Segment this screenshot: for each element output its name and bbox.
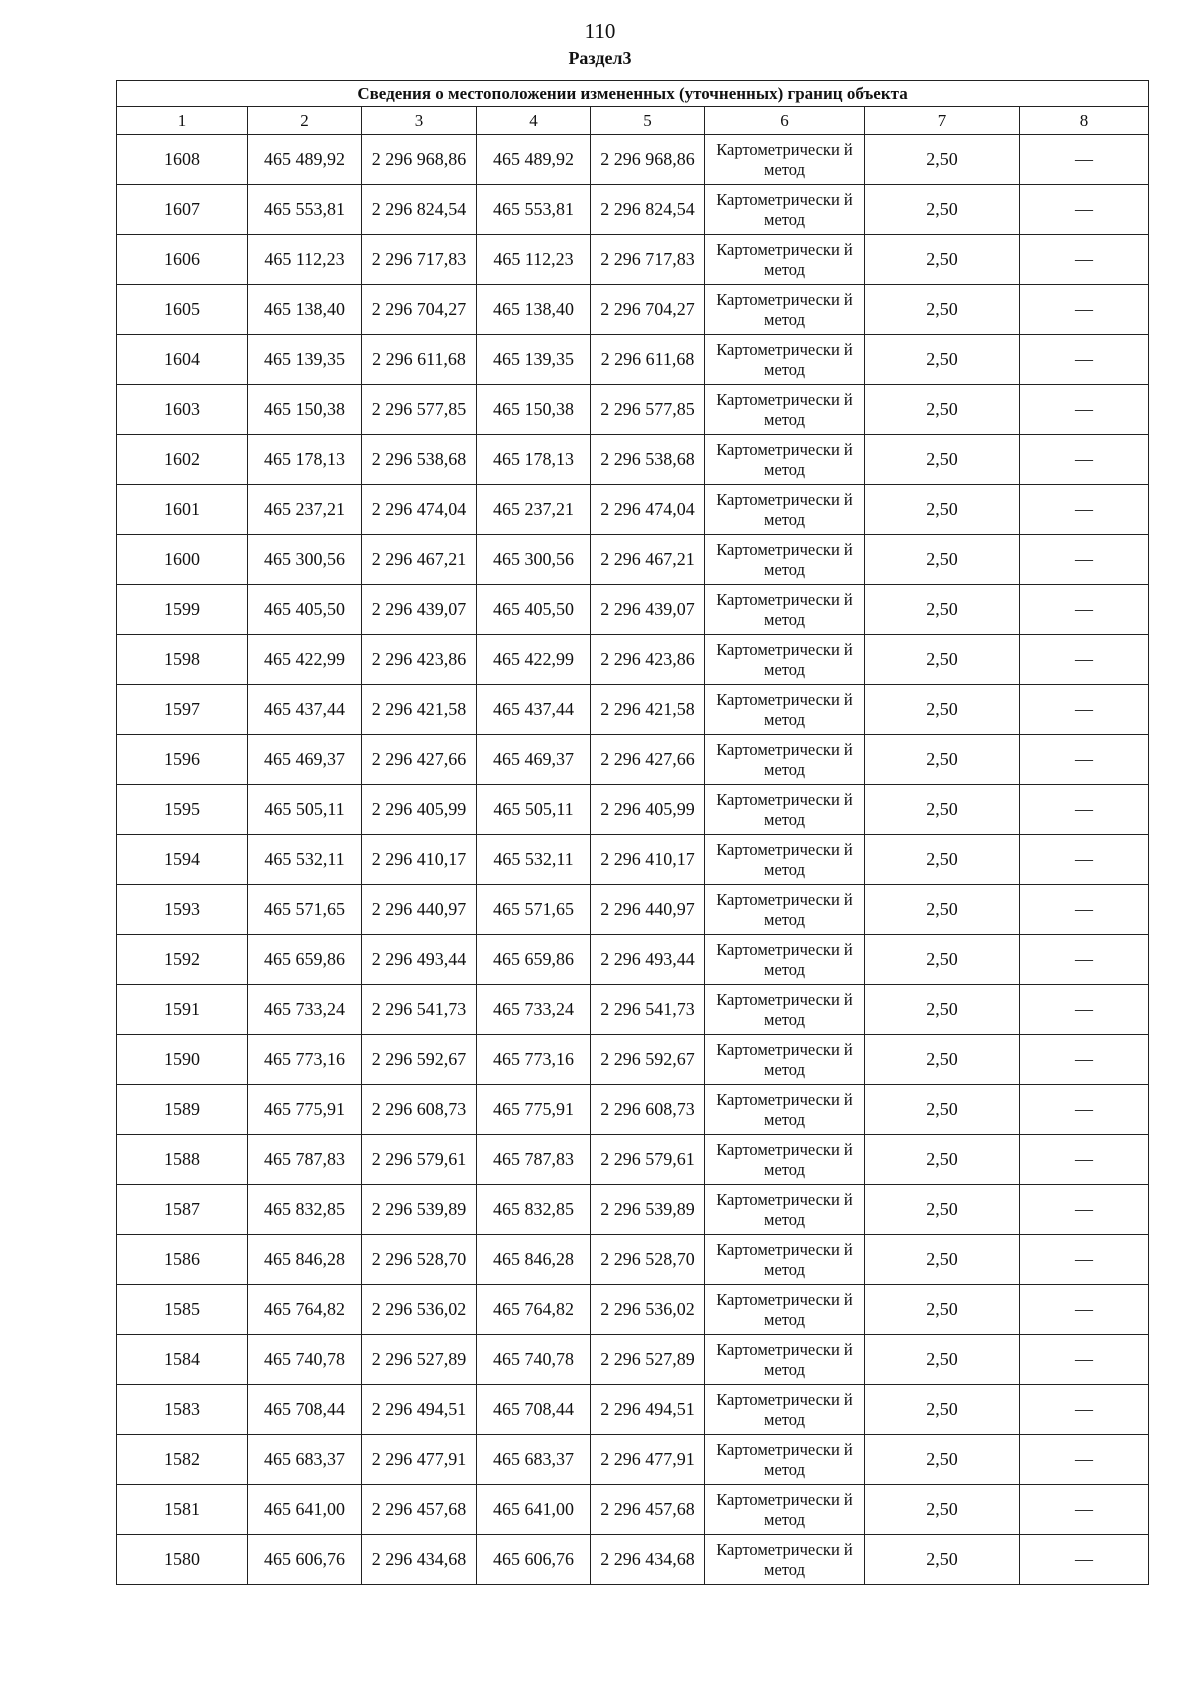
x-coordinate-cell: 465 237,21 bbox=[248, 485, 362, 535]
point-number-cell: 1597 bbox=[117, 685, 248, 735]
method-cell: Картометрически й метод bbox=[705, 335, 865, 385]
description-cell: — bbox=[1020, 1235, 1149, 1285]
x-coordinate-cell: 465 532,11 bbox=[477, 835, 591, 885]
x-coordinate-cell: 465 422,99 bbox=[248, 635, 362, 685]
description-cell: — bbox=[1020, 635, 1149, 685]
y-coordinate-cell: 2 296 421,58 bbox=[362, 685, 477, 735]
table-row bbox=[117, 685, 1149, 735]
point-number-cell: 1598 bbox=[117, 635, 248, 685]
method-cell: Картометрически й метод bbox=[705, 685, 865, 735]
description-cell: — bbox=[1020, 185, 1149, 235]
x-coordinate-cell: 465 832,85 bbox=[477, 1185, 591, 1235]
method-cell: Картометрически й метод bbox=[705, 1235, 865, 1285]
y-coordinate-cell: 2 296 474,04 bbox=[362, 485, 477, 535]
y-coordinate-cell: 2 296 427,66 bbox=[591, 735, 705, 785]
x-coordinate-cell: 465 773,16 bbox=[477, 1035, 591, 1085]
accuracy-cell: 2,50 bbox=[865, 185, 1020, 235]
accuracy-cell: 2,50 bbox=[865, 785, 1020, 835]
x-coordinate-cell: 465 139,35 bbox=[248, 335, 362, 385]
x-coordinate-cell: 465 112,23 bbox=[248, 235, 362, 285]
x-coordinate-cell: 465 405,50 bbox=[248, 585, 362, 635]
method-cell: Картометрически й метод bbox=[705, 1335, 865, 1385]
point-number-cell: 1582 bbox=[117, 1435, 248, 1485]
y-coordinate-cell: 2 296 493,44 bbox=[362, 935, 477, 985]
x-coordinate-cell: 465 659,86 bbox=[477, 935, 591, 985]
method-cell: Картометрически й метод bbox=[705, 1185, 865, 1235]
accuracy-cell: 2,50 bbox=[865, 385, 1020, 435]
method-cell: Картометрически й метод bbox=[705, 635, 865, 685]
accuracy-cell: 2,50 bbox=[865, 135, 1020, 185]
method-cell: Картометрически й метод bbox=[705, 1285, 865, 1335]
x-coordinate-cell: 465 708,44 bbox=[248, 1385, 362, 1435]
accuracy-cell: 2,50 bbox=[865, 685, 1020, 735]
column-number: 4 bbox=[477, 107, 591, 135]
point-number-cell: 1585 bbox=[117, 1285, 248, 1335]
method-cell: Картометрически й метод bbox=[705, 1435, 865, 1485]
y-coordinate-cell: 2 296 494,51 bbox=[591, 1385, 705, 1435]
x-coordinate-cell: 465 150,38 bbox=[477, 385, 591, 435]
section-title: Раздел3 bbox=[568, 48, 632, 68]
y-coordinate-cell: 2 296 541,73 bbox=[362, 985, 477, 1035]
point-number-cell: 1595 bbox=[117, 785, 248, 835]
point-number-cell: 1583 bbox=[117, 1385, 248, 1435]
table-body bbox=[117, 135, 1149, 1585]
boundary-coordinates-table bbox=[116, 80, 1149, 1585]
x-coordinate-cell: 465 733,24 bbox=[248, 985, 362, 1035]
x-coordinate-cell: 465 437,44 bbox=[248, 685, 362, 735]
description-cell: — bbox=[1020, 985, 1149, 1035]
table-row bbox=[117, 1285, 1149, 1335]
x-coordinate-cell: 465 787,83 bbox=[248, 1135, 362, 1185]
point-number-cell: 1592 bbox=[117, 935, 248, 985]
method-cell: Картометрически й метод bbox=[705, 1485, 865, 1535]
y-coordinate-cell: 2 296 457,68 bbox=[591, 1485, 705, 1535]
y-coordinate-cell: 2 296 717,83 bbox=[362, 235, 477, 285]
table-row bbox=[117, 535, 1149, 585]
accuracy-cell: 2,50 bbox=[865, 585, 1020, 635]
y-coordinate-cell: 2 296 527,89 bbox=[362, 1335, 477, 1385]
table-row bbox=[117, 385, 1149, 435]
table-row bbox=[117, 335, 1149, 385]
x-coordinate-cell: 465 150,38 bbox=[248, 385, 362, 435]
description-cell: — bbox=[1020, 485, 1149, 535]
accuracy-cell: 2,50 bbox=[865, 1185, 1020, 1235]
method-cell: Картометрически й метод bbox=[705, 535, 865, 585]
y-coordinate-cell: 2 296 592,67 bbox=[591, 1035, 705, 1085]
point-number-cell: 1602 bbox=[117, 435, 248, 485]
x-coordinate-cell: 465 489,92 bbox=[248, 135, 362, 185]
y-coordinate-cell: 2 296 539,89 bbox=[591, 1185, 705, 1235]
x-coordinate-cell: 465 178,13 bbox=[477, 435, 591, 485]
description-cell: — bbox=[1020, 535, 1149, 585]
table-row bbox=[117, 1385, 1149, 1435]
y-coordinate-cell: 2 296 611,68 bbox=[362, 335, 477, 385]
point-number-cell: 1600 bbox=[117, 535, 248, 585]
method-cell: Картометрически й метод bbox=[705, 185, 865, 235]
accuracy-cell: 2,50 bbox=[865, 1535, 1020, 1585]
x-coordinate-cell: 465 773,16 bbox=[248, 1035, 362, 1085]
y-coordinate-cell: 2 296 608,73 bbox=[362, 1085, 477, 1135]
accuracy-cell: 2,50 bbox=[865, 1385, 1020, 1435]
x-coordinate-cell: 465 708,44 bbox=[477, 1385, 591, 1435]
description-cell: — bbox=[1020, 685, 1149, 735]
table-row bbox=[117, 635, 1149, 685]
method-cell: Картометрически й метод bbox=[705, 435, 865, 485]
table-row bbox=[117, 485, 1149, 535]
description-cell: — bbox=[1020, 1435, 1149, 1485]
y-coordinate-cell: 2 296 824,54 bbox=[362, 185, 477, 235]
accuracy-cell: 2,50 bbox=[865, 835, 1020, 885]
accuracy-cell: 2,50 bbox=[865, 1285, 1020, 1335]
x-coordinate-cell: 465 764,82 bbox=[248, 1285, 362, 1335]
x-coordinate-cell: 465 178,13 bbox=[248, 435, 362, 485]
point-number-cell: 1593 bbox=[117, 885, 248, 935]
x-coordinate-cell: 465 300,56 bbox=[248, 535, 362, 585]
column-number: 6 bbox=[705, 107, 865, 135]
y-coordinate-cell: 2 296 440,97 bbox=[362, 885, 477, 935]
x-coordinate-cell: 465 505,11 bbox=[477, 785, 591, 835]
y-coordinate-cell: 2 296 423,86 bbox=[591, 635, 705, 685]
y-coordinate-cell: 2 296 968,86 bbox=[591, 135, 705, 185]
column-number: 5 bbox=[591, 107, 705, 135]
x-coordinate-cell: 465 775,91 bbox=[477, 1085, 591, 1135]
description-cell: — bbox=[1020, 385, 1149, 435]
x-coordinate-cell: 465 846,28 bbox=[477, 1235, 591, 1285]
point-number-cell: 1594 bbox=[117, 835, 248, 885]
accuracy-cell: 2,50 bbox=[865, 535, 1020, 585]
method-cell: Картометрически й метод bbox=[705, 1385, 865, 1435]
x-coordinate-cell: 465 832,85 bbox=[248, 1185, 362, 1235]
description-cell: — bbox=[1020, 1485, 1149, 1535]
table-row bbox=[117, 1085, 1149, 1135]
x-coordinate-cell: 465 641,00 bbox=[248, 1485, 362, 1535]
method-cell: Картометрически й метод bbox=[705, 935, 865, 985]
accuracy-cell: 2,50 bbox=[865, 735, 1020, 785]
point-number-cell: 1604 bbox=[117, 335, 248, 385]
table-row bbox=[117, 285, 1149, 335]
x-coordinate-cell: 465 437,44 bbox=[477, 685, 591, 735]
y-coordinate-cell: 2 296 410,17 bbox=[362, 835, 477, 885]
method-cell: Картометрически й метод bbox=[705, 585, 865, 635]
description-cell: — bbox=[1020, 1185, 1149, 1235]
y-coordinate-cell: 2 296 434,68 bbox=[591, 1535, 705, 1585]
method-cell: Картометрически й метод bbox=[705, 885, 865, 935]
table-row bbox=[117, 885, 1149, 935]
x-coordinate-cell: 465 740,78 bbox=[248, 1335, 362, 1385]
x-coordinate-cell: 465 138,40 bbox=[477, 285, 591, 335]
x-coordinate-cell: 465 138,40 bbox=[248, 285, 362, 335]
y-coordinate-cell: 2 296 405,99 bbox=[591, 785, 705, 835]
y-coordinate-cell: 2 296 717,83 bbox=[591, 235, 705, 285]
table-row bbox=[117, 1235, 1149, 1285]
y-coordinate-cell: 2 296 704,27 bbox=[591, 285, 705, 335]
y-coordinate-cell: 2 296 405,99 bbox=[362, 785, 477, 835]
method-cell: Картометрически й метод bbox=[705, 135, 865, 185]
point-number-cell: 1587 bbox=[117, 1185, 248, 1235]
y-coordinate-cell: 2 296 538,68 bbox=[362, 435, 477, 485]
description-cell: — bbox=[1020, 1385, 1149, 1435]
method-cell: Картометрически й метод bbox=[705, 385, 865, 435]
x-coordinate-cell: 465 606,76 bbox=[477, 1535, 591, 1585]
accuracy-cell: 2,50 bbox=[865, 1035, 1020, 1085]
x-coordinate-cell: 465 775,91 bbox=[248, 1085, 362, 1135]
x-coordinate-cell: 465 553,81 bbox=[477, 185, 591, 235]
x-coordinate-cell: 465 300,56 bbox=[477, 535, 591, 585]
accuracy-cell: 2,50 bbox=[865, 435, 1020, 485]
x-coordinate-cell: 465 469,37 bbox=[477, 735, 591, 785]
y-coordinate-cell: 2 296 477,91 bbox=[362, 1435, 477, 1485]
y-coordinate-cell: 2 296 538,68 bbox=[591, 435, 705, 485]
y-coordinate-cell: 2 296 467,21 bbox=[362, 535, 477, 585]
description-cell: — bbox=[1020, 1335, 1149, 1385]
table-row bbox=[117, 1035, 1149, 1085]
y-coordinate-cell: 2 296 579,61 bbox=[362, 1135, 477, 1185]
point-number-cell: 1601 bbox=[117, 485, 248, 535]
accuracy-cell: 2,50 bbox=[865, 485, 1020, 535]
x-coordinate-cell: 465 733,24 bbox=[477, 985, 591, 1035]
y-coordinate-cell: 2 296 577,85 bbox=[591, 385, 705, 435]
description-cell: — bbox=[1020, 585, 1149, 635]
page-number: 110 bbox=[584, 19, 616, 43]
y-coordinate-cell: 2 296 493,44 bbox=[591, 935, 705, 985]
description-cell: — bbox=[1020, 935, 1149, 985]
y-coordinate-cell: 2 296 968,86 bbox=[362, 135, 477, 185]
description-cell: — bbox=[1020, 885, 1149, 935]
column-number: 8 bbox=[1020, 107, 1149, 135]
x-coordinate-cell: 465 553,81 bbox=[248, 185, 362, 235]
table-row bbox=[117, 135, 1149, 185]
accuracy-cell: 2,50 bbox=[865, 885, 1020, 935]
y-coordinate-cell: 2 296 541,73 bbox=[591, 985, 705, 1035]
table-row bbox=[117, 835, 1149, 885]
table-row bbox=[117, 1535, 1149, 1585]
description-cell: — bbox=[1020, 435, 1149, 485]
table-row bbox=[117, 935, 1149, 985]
x-coordinate-cell: 465 571,65 bbox=[477, 885, 591, 935]
description-cell: — bbox=[1020, 785, 1149, 835]
method-cell: Картометрически й метод bbox=[705, 985, 865, 1035]
point-number-cell: 1603 bbox=[117, 385, 248, 435]
x-coordinate-cell: 465 532,11 bbox=[248, 835, 362, 885]
point-number-cell: 1589 bbox=[117, 1085, 248, 1135]
x-coordinate-cell: 465 846,28 bbox=[248, 1235, 362, 1285]
accuracy-cell: 2,50 bbox=[865, 235, 1020, 285]
y-coordinate-cell: 2 296 592,67 bbox=[362, 1035, 477, 1085]
point-number-cell: 1608 bbox=[117, 135, 248, 185]
table-row bbox=[117, 785, 1149, 835]
description-cell: — bbox=[1020, 235, 1149, 285]
table-row bbox=[117, 435, 1149, 485]
table-row bbox=[117, 585, 1149, 635]
y-coordinate-cell: 2 296 539,89 bbox=[362, 1185, 477, 1235]
accuracy-cell: 2,50 bbox=[865, 1235, 1020, 1285]
x-coordinate-cell: 465 505,11 bbox=[248, 785, 362, 835]
x-coordinate-cell: 465 659,86 bbox=[248, 935, 362, 985]
accuracy-cell: 2,50 bbox=[865, 1435, 1020, 1485]
accuracy-cell: 2,50 bbox=[865, 1335, 1020, 1385]
description-cell: — bbox=[1020, 1035, 1149, 1085]
accuracy-cell: 2,50 bbox=[865, 1485, 1020, 1535]
y-coordinate-cell: 2 296 579,61 bbox=[591, 1135, 705, 1185]
x-coordinate-cell: 465 422,99 bbox=[477, 635, 591, 685]
y-coordinate-cell: 2 296 527,89 bbox=[591, 1335, 705, 1385]
y-coordinate-cell: 2 296 434,68 bbox=[362, 1535, 477, 1585]
table-row bbox=[117, 1185, 1149, 1235]
description-cell: — bbox=[1020, 835, 1149, 885]
method-cell: Картометрически й метод bbox=[705, 485, 865, 535]
x-coordinate-cell: 465 469,37 bbox=[248, 735, 362, 785]
x-coordinate-cell: 465 139,35 bbox=[477, 335, 591, 385]
x-coordinate-cell: 465 683,37 bbox=[248, 1435, 362, 1485]
description-cell: — bbox=[1020, 285, 1149, 335]
description-cell: — bbox=[1020, 1085, 1149, 1135]
y-coordinate-cell: 2 296 467,21 bbox=[591, 535, 705, 585]
point-number-cell: 1588 bbox=[117, 1135, 248, 1185]
x-coordinate-cell: 465 764,82 bbox=[477, 1285, 591, 1335]
accuracy-cell: 2,50 bbox=[865, 1085, 1020, 1135]
y-coordinate-cell: 2 296 439,07 bbox=[591, 585, 705, 635]
accuracy-cell: 2,50 bbox=[865, 935, 1020, 985]
y-coordinate-cell: 2 296 423,86 bbox=[362, 635, 477, 685]
point-number-cell: 1590 bbox=[117, 1035, 248, 1085]
table-row bbox=[117, 735, 1149, 785]
method-cell: Картометрически й метод bbox=[705, 1135, 865, 1185]
x-coordinate-cell: 465 237,21 bbox=[477, 485, 591, 535]
x-coordinate-cell: 465 740,78 bbox=[477, 1335, 591, 1385]
accuracy-cell: 2,50 bbox=[865, 1135, 1020, 1185]
column-number: 7 bbox=[865, 107, 1020, 135]
y-coordinate-cell: 2 296 439,07 bbox=[362, 585, 477, 635]
description-cell: — bbox=[1020, 735, 1149, 785]
x-coordinate-cell: 465 571,65 bbox=[248, 885, 362, 935]
x-coordinate-cell: 465 405,50 bbox=[477, 585, 591, 635]
accuracy-cell: 2,50 bbox=[865, 985, 1020, 1035]
column-number-row bbox=[117, 107, 1149, 135]
x-coordinate-cell: 465 112,23 bbox=[477, 235, 591, 285]
y-coordinate-cell: 2 296 536,02 bbox=[362, 1285, 477, 1335]
point-number-cell: 1584 bbox=[117, 1335, 248, 1385]
y-coordinate-cell: 2 296 494,51 bbox=[362, 1385, 477, 1435]
point-number-cell: 1591 bbox=[117, 985, 248, 1035]
x-coordinate-cell: 465 489,92 bbox=[477, 135, 591, 185]
point-number-cell: 1596 bbox=[117, 735, 248, 785]
method-cell: Картометрически й метод bbox=[705, 835, 865, 885]
column-number: 1 bbox=[117, 107, 248, 135]
table-row bbox=[117, 235, 1149, 285]
y-coordinate-cell: 2 296 608,73 bbox=[591, 1085, 705, 1135]
method-cell: Картометрически й метод bbox=[705, 1035, 865, 1085]
y-coordinate-cell: 2 296 440,97 bbox=[591, 885, 705, 935]
y-coordinate-cell: 2 296 410,17 bbox=[591, 835, 705, 885]
method-cell: Картометрически й метод bbox=[705, 1535, 865, 1585]
y-coordinate-cell: 2 296 577,85 bbox=[362, 385, 477, 435]
y-coordinate-cell: 2 296 528,70 bbox=[362, 1235, 477, 1285]
table-row bbox=[117, 1485, 1149, 1535]
point-number-cell: 1605 bbox=[117, 285, 248, 335]
table-row bbox=[117, 1435, 1149, 1485]
table-row bbox=[117, 1135, 1149, 1185]
y-coordinate-cell: 2 296 528,70 bbox=[591, 1235, 705, 1285]
x-coordinate-cell: 465 606,76 bbox=[248, 1535, 362, 1585]
y-coordinate-cell: 2 296 611,68 bbox=[591, 335, 705, 385]
y-coordinate-cell: 2 296 427,66 bbox=[362, 735, 477, 785]
table-row bbox=[117, 1335, 1149, 1385]
method-cell: Картометрически й метод bbox=[705, 235, 865, 285]
description-cell: — bbox=[1020, 1135, 1149, 1185]
description-cell: — bbox=[1020, 335, 1149, 385]
table-row bbox=[117, 985, 1149, 1035]
accuracy-cell: 2,50 bbox=[865, 285, 1020, 335]
point-number-cell: 1580 bbox=[117, 1535, 248, 1585]
accuracy-cell: 2,50 bbox=[865, 335, 1020, 385]
table-caption: Сведения о местоположении измененных (уточненных) границ объекта bbox=[117, 81, 1149, 107]
accuracy-cell: 2,50 bbox=[865, 635, 1020, 685]
y-coordinate-cell: 2 296 474,04 bbox=[591, 485, 705, 535]
description-cell: — bbox=[1020, 135, 1149, 185]
method-cell: Картометрически й метод bbox=[705, 735, 865, 785]
x-coordinate-cell: 465 641,00 bbox=[477, 1485, 591, 1535]
column-number: 3 bbox=[362, 107, 477, 135]
point-number-cell: 1586 bbox=[117, 1235, 248, 1285]
table-row bbox=[117, 185, 1149, 235]
y-coordinate-cell: 2 296 536,02 bbox=[591, 1285, 705, 1335]
point-number-cell: 1599 bbox=[117, 585, 248, 635]
point-number-cell: 1581 bbox=[117, 1485, 248, 1535]
point-number-cell: 1606 bbox=[117, 235, 248, 285]
x-coordinate-cell: 465 683,37 bbox=[477, 1435, 591, 1485]
method-cell: Картометрически й метод bbox=[705, 785, 865, 835]
description-cell: — bbox=[1020, 1285, 1149, 1335]
method-cell: Картометрически й метод bbox=[705, 285, 865, 335]
y-coordinate-cell: 2 296 704,27 bbox=[362, 285, 477, 335]
description-cell: — bbox=[1020, 1535, 1149, 1585]
column-number: 2 bbox=[248, 107, 362, 135]
x-coordinate-cell: 465 787,83 bbox=[477, 1135, 591, 1185]
y-coordinate-cell: 2 296 824,54 bbox=[591, 185, 705, 235]
method-cell: Картометрически й метод bbox=[705, 1085, 865, 1135]
y-coordinate-cell: 2 296 421,58 bbox=[591, 685, 705, 735]
y-coordinate-cell: 2 296 457,68 bbox=[362, 1485, 477, 1535]
point-number-cell: 1607 bbox=[117, 185, 248, 235]
y-coordinate-cell: 2 296 477,91 bbox=[591, 1435, 705, 1485]
